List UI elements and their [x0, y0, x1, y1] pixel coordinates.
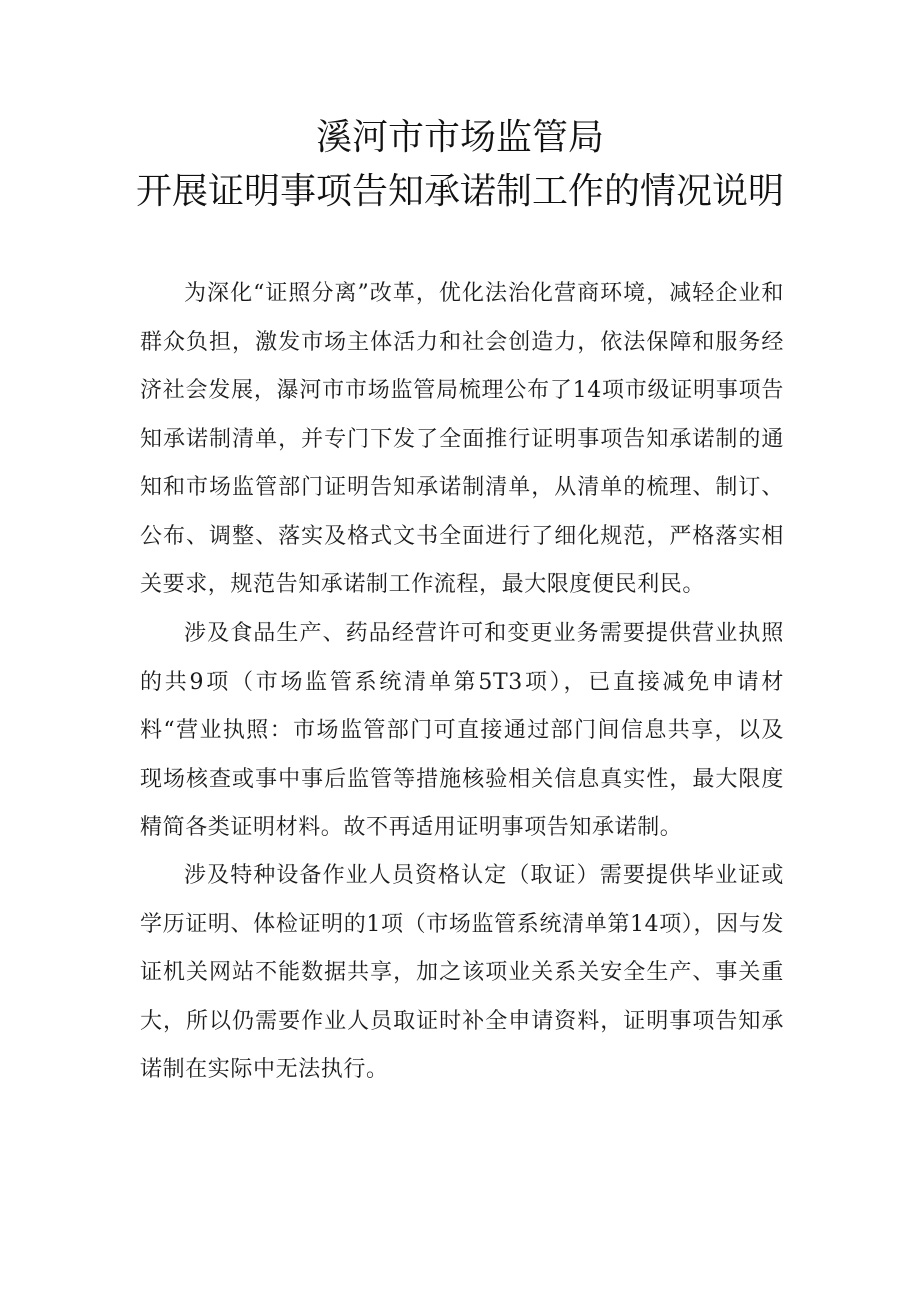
paragraph-1: 为深化“证照分离”改革，优化法治化营商环境，减轻企业和群众负担，激发市场主体活力和社会创造力，依法保障和服务经济社会发展，瀑河市市场监管局梳理公布了14项市级证明事项告知承诺制清单，并专门下发了全面推行证明事项告知承诺制的通知和市场监管部门证明告知承诺制清单，从清单的梳理、制订、公布、调整、落实及格式文书全面进行了细化规范，严格落实相关要求，规范告知承诺制工作流程，最大限度便民利民。 [140, 281, 784, 597]
document-title-line-2: 开展证明事项告知承诺制工作的情况说明 [135, 171, 784, 212]
document-title-line-1: 溪河市市场监管局 [315, 117, 604, 158]
paragraph-2: 涉及食品生产、药品经营许可和变更业务需要提供营业执照的共9项（市场监管系统清单第5T3项），已直接减免申请材料“营业执照：市场监管部门可直接通过部门间信息共享，以及现场核查或事中事后监管等措施核验相关信息真实性，最大限度精简各类证明材料。故不再适用证明事项告知承诺制。 [140, 621, 784, 840]
paragraph-3: 涉及特种设备作业人员资格认定（取证）需要提供毕业证或学历证明、体检证明的1项（市场监管系统清单第14项），因与发证机关网站不能数据共享，加之该项业关系关安全生产、事关重大，所以仍需要作业人员取证时补全申请资料，证明事项告知承诺制在实际中无法执行。 [140, 863, 784, 1082]
